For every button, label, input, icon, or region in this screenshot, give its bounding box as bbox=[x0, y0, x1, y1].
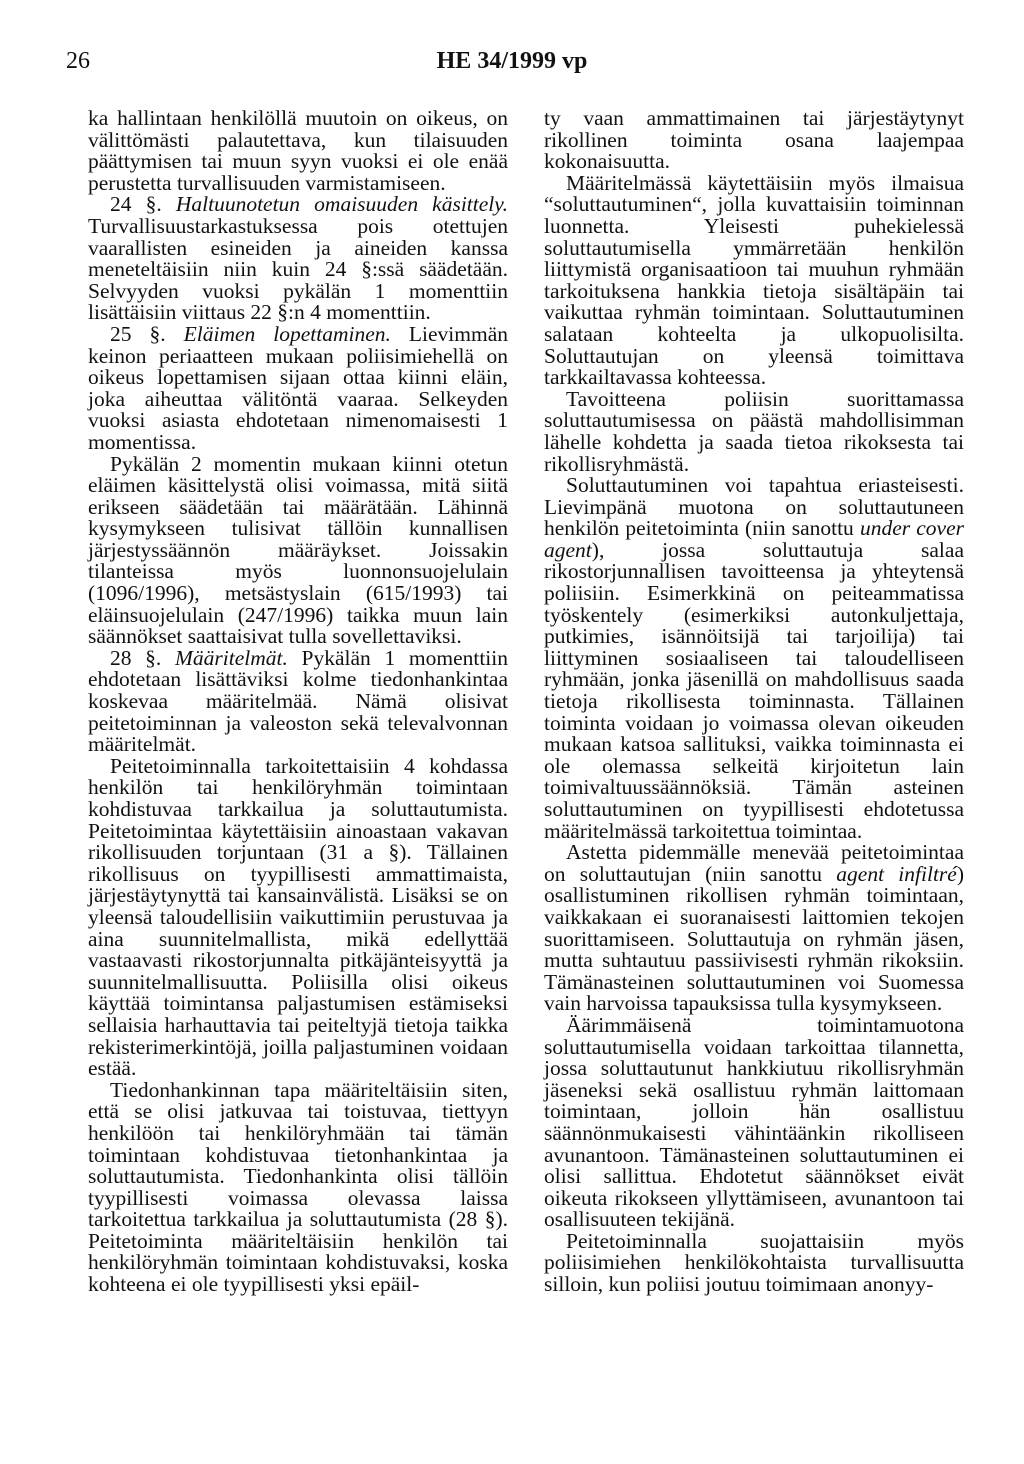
body-paragraph: Määritelmässä käytettäisiin myös ilmaisua “soluttautuminen“, jolla kuvattaisiin toiminnan luonnetta. Yleisesti puhekielessä soluttautumisella ymmärretään henkilön liittymistä organisaatioon tai muuhun ryhmään tarkoituksena hankkia tietoja sisältäpäin tai vaikuttaa ryhmän toimintaan. Soluttautuminen salataan kohteelta ja ulkopuolisilta. Soluttautujan on yleensä toimittava tarkkailtavassa kohteessa. bbox=[544, 170, 964, 390]
section-paragraph bbox=[88, 321, 509, 454]
section-heading: Eläimen lopettaminen. bbox=[183, 321, 391, 346]
section-number: 25 §. bbox=[110, 321, 166, 346]
section-paragraph bbox=[88, 645, 509, 757]
italic-term: agent infiltré bbox=[836, 861, 957, 886]
section-heading: Haltuunotetun omaisuuden käsittely. bbox=[175, 192, 509, 217]
page-number: 26 bbox=[66, 48, 90, 74]
paragraph-text: ), jossa soluttautuja salaa rikostorjunnallisen tavoitteensa ja yhteytensä poliisiin. Esimerkkinä on peiteammatissa työskentely (esimerkiksi autonkuljettaja, putkimies, isännöitsijä tai tarjoilija) tai liittyminen sosiaaliseen tai taloudelliseen ryhmään, jonka jäsenillä on mahdollisuus saada tietoja rikollisesta toiminnasta. Tällainen toiminta voidaan jo voimassa olevan oikeuden mukaan katsoa sallituksi, vaikka toiminnasta ei ole olemassa selkeitä kirjoitetun lain toimivaltuussäännöksiä. Tämän asteinen soluttautuminen on tyypillisesti ehdotetussa määritelmässä tarkoitettua toimintaa. bbox=[544, 537, 964, 843]
body-paragraph bbox=[544, 475, 964, 842]
section-heading: Määritelmät. bbox=[174, 645, 288, 670]
page-header bbox=[0, 48, 1024, 84]
body-paragraph bbox=[544, 842, 964, 1015]
paragraph-text: ) osallistuminen rikollisen ryhmän toimintaan, vaikkakaan ei suoranaisesti laittomien tekojen suorittamiseen. Soluttautuja on ryhmän jäsen, mutta suhtautuu passiivisesti ryhmän rikoksiin. Tämänasteinen soluttautuminen voi Suomessa vain harvoissa tapauksissa tulla kysymykseen. bbox=[544, 861, 964, 1016]
section-text: Pykälän 1 momenttiin ehdotetaan lisättäviksi kolme tiedonhankintaa koskevaa määritelmää. Nämä olisivat peitetoiminnan ja valeoston sekä televalvonnan määritelmät. bbox=[88, 645, 509, 757]
section-number: 28 §. bbox=[110, 645, 162, 670]
section-text: Turvallisuustarkastuksessa pois otettujen vaarallisten esineiden ja aineiden kanssa meneteltäisiin niin kuin 24 §:ssä säädetään. Selvyyden vuoksi pykälän 1 momenttiin lisättäisiin viittaus 22 §:n 4 momenttiin. bbox=[88, 213, 508, 325]
section-text: Lievimmän keinon periaatteen mukaan poliisimiehellä on oikeus lopettamisen sijaan ottaa kiinni eläin, joka aiheuttaa välitöntä vaaraa. Selkeyden vuoksi asiasta ehdotetaan nimenomaisesti 1 momentissa. bbox=[88, 321, 509, 454]
body-paragraph: Peitetoiminnalla suojattaisiin myös poliisimiehen henkilökohtaista turvallisuutta silloin, kun poliisi joutuu toimimaan anonyy- bbox=[544, 1228, 964, 1297]
body-paragraph: Peitetoiminnalla tarkoitettaisiin 4 kohdassa henkilön tai henkilöryhmän toimintaan kohdistuvaa tarkkailua ja soluttautumista. Peitetoimintaa käytettäisiin ainoastaan vakavan rikollisuuden torjuntaan (31 a §). Tällainen rikollisuus on tyypillisesti ammattimaista, järjestäytynyttä tai kansainvälistä. Lisäksi se on yleensä taloudellisiin vaikuttimiin perustuvaa ja aina suunnitelmallista, mikä edellyttää vastaavasti rikostorjunnalta pitkäjänteisyyttä ja suunnitelmallisuutta. Poliisilla olisi oikeus käyttää toimintansa paljastumisen estämiseksi sellaisia harhauttavia tai peiteltyjä tietoja taikka rekisterimerkintöjä, joilla paljastuminen voidaan estää. bbox=[88, 753, 508, 1081]
section-number: 24 §. bbox=[110, 192, 162, 217]
paragraph-continuation: ka hallintaan henkilöllä muutoin on oikeus, on välittömästi palautettava, kun tilaisuuden päättymisen tai muun syyn vuoksi ei ole enää perustetta turvallisuuden varmistamiseen. bbox=[88, 106, 508, 195]
right-column bbox=[544, 108, 964, 1296]
italic-term: under cover agent bbox=[544, 516, 964, 562]
body-paragraph: Tavoitteena poliisin suorittamassa soluttautumisessa on päästä mahdollisimman lähelle kohdetta ja saada tietoa rikoksesta tai rikollisryhmästä. bbox=[544, 386, 964, 476]
paragraph-text: Soluttautuminen voi tapahtua eriasteisesti. Lievimpänä muotona on soluttautuneen henkilön peitetoiminta (niin sanottu bbox=[544, 473, 964, 541]
paragraph-text: Astetta pidemmälle menevää peitetoimintaa on soluttautujan (niin sanottu bbox=[544, 840, 964, 886]
left-column bbox=[88, 108, 508, 1296]
paragraph-continuation: ty vaan ammattimainen tai järjestäytynyt rikollinen toiminta osana laajempaa kokonaisuutta. bbox=[544, 106, 964, 174]
body-paragraph: Pykälän 2 momentin mukaan kiinni otetun eläimen käsittelystä olisi voimassa, mitä siitä erikseen säädetään tai määrätään. Lähinnä kysymykseen tulisivat tällöin kunnallisen järjestyssäännön määräykset. Joissakin tilanteissa myös luonnonsuojelulain (1096/1996), metsästyslain (615/1993) tai eläinsuojelulain (247/1996) taikka muun lain säännökset saattaisivat tulla sovellettaviksi. bbox=[88, 451, 508, 649]
running-title: HE 34/1999 vp bbox=[436, 48, 588, 74]
body-paragraph: Tiedonhankinnan tapa määriteltäisiin siten, että se olisi jatkuvaa tai toistuvaa, tiettyyn henkilöön tai henkilöryhmään tai tämän toimintaan kohdistuvaa tietonhankintaa ja soluttautumista. Tiedonhankinta olisi tällöin tyypillisesti voimassa olevassa laissa tarkoitettua tarkkailua ja soluttautumista (28 §). Peitetoiminta määriteltäisiin henkilön tai henkilöryhmän toimintaan kohdistuvaksi, koska kohteena ei ole tyypillisesti yksi epäil- bbox=[88, 1077, 508, 1297]
section-paragraph bbox=[88, 194, 508, 324]
body-paragraph: Äärimmäisenä toimintamuotona soluttautumisella voidaan tarkoittaa tilannetta, jossa soluttautunut hankkiutuu rikollisryhmän jäseneksi sekä osallistuu ryhmän laittomaan toimintaan, jolloin hän osallistuu säännönmukaisesti vähintäänkin rikolliseen avunantoon. Tämänasteinen soluttautuminen ei olisi sallittua. Ehdotetut säännökset eivät oikeuta rikokseen yllyttämiseen, avunantoon tai osallisuuteen tekijänä. bbox=[544, 1012, 964, 1232]
